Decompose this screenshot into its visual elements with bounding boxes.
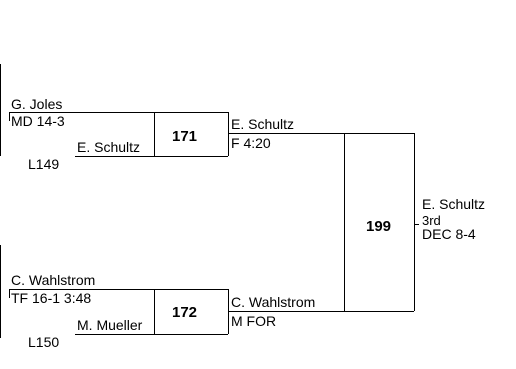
- lower-advance-line: [228, 311, 414, 312]
- lower-advance-name: C. Wahlstrom: [231, 294, 316, 310]
- lower-bout-box-bottom: [154, 334, 228, 335]
- champion-place: 3rd: [422, 213, 441, 228]
- lower-winner-name: C. Wahlstrom: [11, 272, 96, 288]
- upper-advance-name: E. Schultz: [231, 116, 295, 132]
- upper-loser-ref: L149: [28, 156, 60, 172]
- upper-bout-box-left: [154, 112, 155, 156]
- lower-winner-result: TF 16-1 3:48: [11, 290, 92, 306]
- lower-bottom-line: [75, 334, 154, 335]
- final-box-right: [414, 133, 415, 311]
- champion-name: E. Schultz: [422, 196, 486, 212]
- lower-left-vertical-line: [0, 245, 1, 338]
- lower-bout-number: 172: [172, 304, 198, 321]
- lower-advance-result: M FOR: [231, 313, 277, 329]
- upper-advance-result: F 4:20: [231, 135, 271, 151]
- upper-left-stub-line: [9, 112, 10, 121]
- final-box-left: [344, 133, 345, 311]
- upper-bout-box-bottom: [154, 156, 228, 157]
- upper-bout-box-top: [154, 112, 228, 113]
- upper-left-vertical-line: [0, 64, 1, 156]
- upper-winner-result: MD 14-3: [11, 113, 65, 129]
- upper-bout-box-right: [228, 112, 229, 156]
- upper-bout-number: 171: [172, 128, 198, 145]
- upper-opponent-name: E. Schultz: [77, 139, 141, 155]
- final-bout-number: 199: [366, 218, 392, 235]
- lower-loser-ref: L150: [28, 334, 60, 350]
- lower-bout-box-top: [154, 289, 228, 290]
- lower-opponent-name: M. Mueller: [77, 317, 143, 333]
- champion-result: DEC 8-4: [422, 226, 476, 242]
- lower-bout-box-left: [154, 289, 155, 334]
- upper-advance-line: [228, 133, 414, 134]
- upper-winner-name: G. Joles: [11, 96, 63, 112]
- champion-line: [414, 224, 419, 225]
- lower-left-stub-line: [9, 289, 10, 298]
- upper-bottom-line: [75, 156, 154, 157]
